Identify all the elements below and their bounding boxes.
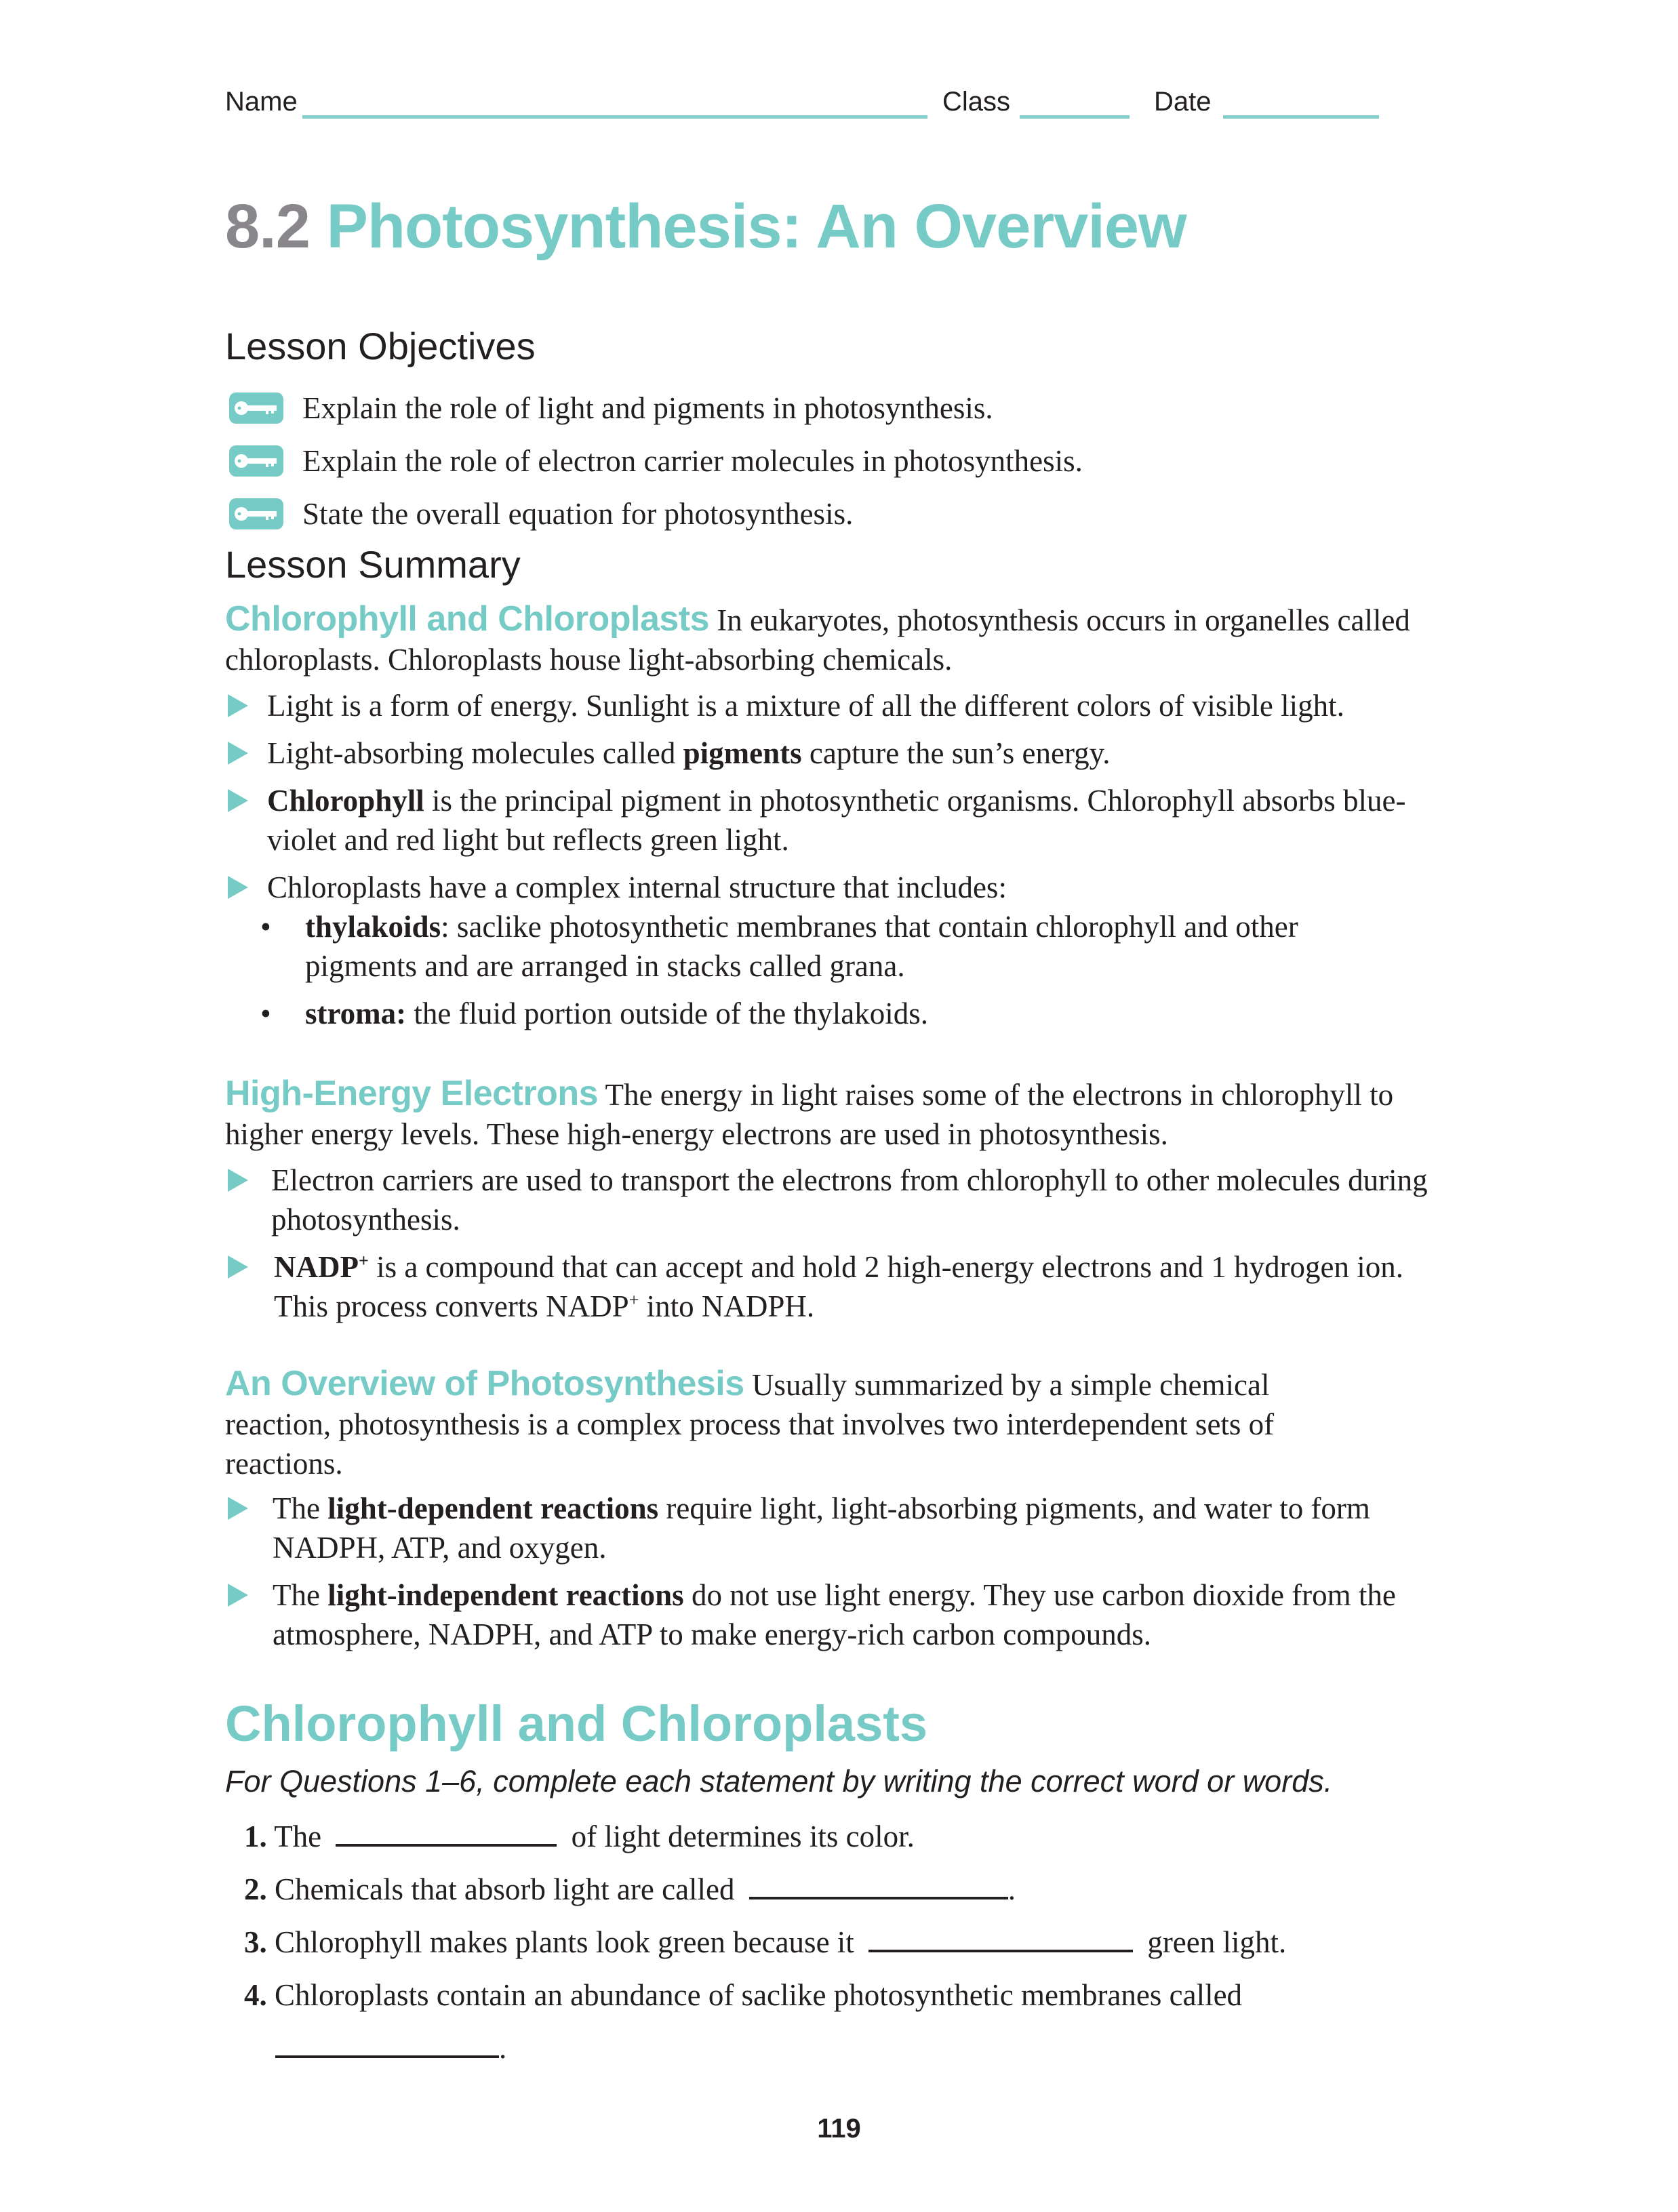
key-term: Chlorophyll xyxy=(267,784,424,818)
question-text: Chlorophyll makes plants look green because it xyxy=(275,1925,854,1959)
superscript: + xyxy=(358,1251,369,1270)
lesson-number: 8.2 xyxy=(225,192,310,261)
triangle-bullet-icon xyxy=(228,1255,248,1279)
name-label: Name xyxy=(225,87,298,117)
summary-paragraph xyxy=(225,1074,1452,1154)
question-text: . xyxy=(1007,1872,1016,1906)
bullet-text: is the principal pigment in photosynthetic organisms. Chlorophyll absorbs blue-violet and red light but reflects green light. xyxy=(267,784,1406,857)
triangle-bullet-icon xyxy=(228,694,248,717)
page-title xyxy=(225,191,1186,262)
summary-paragraph xyxy=(225,1364,1378,1483)
section-text: In eukaryotes, photosynthesis occurs in organelles called chloroplasts. Chloroplasts house light-absorbing chemicals. xyxy=(225,603,1410,677)
objective-item xyxy=(229,388,993,428)
section-lead: An Overview of Photosynthesis xyxy=(225,1364,744,1403)
summary-bullet xyxy=(225,1489,1466,1567)
key-icon xyxy=(229,393,283,424)
objective-text: Explain the role of electron carrier molecules in photosynthesis. xyxy=(302,444,1083,478)
bullet-text: Light is a form of energy. Sunlight is a mixture of all the different colors of visible light. xyxy=(267,689,1344,723)
question-number: 4. xyxy=(244,1978,267,2012)
bullet-text: into NADPH. xyxy=(639,1289,815,1323)
triangle-bullet-icon xyxy=(228,742,248,765)
summary-bullet xyxy=(225,1247,1452,1326)
question-item xyxy=(244,1923,1464,1962)
triangle-bullet-icon xyxy=(228,876,248,899)
section-text: Usually summarized by a simple chemical reaction, photosynthesis is a complex process that involves two interdependent sets of reactions. xyxy=(225,1368,1275,1481)
key-term: thylakoids xyxy=(305,910,441,944)
key-icon xyxy=(229,445,283,477)
key-term: light-dependent reactions xyxy=(327,1491,659,1525)
bullet-text: do not use light energy. They use carbon dioxide from the atmosphere, NADPH, and ATP to make energy-rich carbon compounds. xyxy=(273,1578,1396,1651)
key-term: pigments xyxy=(683,736,802,770)
key-term: NADP xyxy=(274,1250,359,1284)
triangle-bullet-icon xyxy=(228,789,248,812)
section-lead: High-Energy Electrons xyxy=(225,1074,599,1113)
question-item-continuation xyxy=(271,2028,1492,2068)
answer-blank[interactable] xyxy=(868,1923,1133,1952)
section-lead: Chlorophyll and Chloroplasts xyxy=(225,599,710,639)
key-term: stroma: xyxy=(305,997,407,1030)
bullet-text: the fluid portion outside of the thylakoids. xyxy=(406,997,929,1030)
question-text: green light. xyxy=(1147,1925,1287,1959)
summary-heading: Lesson Summary xyxy=(225,543,521,586)
key-icon xyxy=(229,498,283,529)
summary-bullet xyxy=(225,1161,1452,1239)
question-text: Chloroplasts contain an abundance of saclike photosynthetic membranes called xyxy=(275,1978,1243,2012)
bullet-text: The xyxy=(273,1578,328,1612)
key-term: light-independent reactions xyxy=(327,1578,684,1612)
superscript: + xyxy=(628,1290,639,1310)
section-text: The energy in light raises some of the electrons in chlorophyll to higher energy levels. These high-energy electrons are used in photosynthesis. xyxy=(225,1078,1394,1151)
summary-bullet xyxy=(225,686,1452,725)
name-field[interactable] xyxy=(302,115,927,119)
summary-subbullet xyxy=(260,907,1413,986)
bullet-text: The xyxy=(273,1491,328,1525)
bullet-text: capture the sun’s energy. xyxy=(801,736,1111,770)
date-field[interactable] xyxy=(1223,115,1379,119)
lesson-title: Photosynthesis: An Overview xyxy=(326,192,1186,261)
triangle-bullet-icon xyxy=(228,1497,248,1520)
bullet-text: Chloroplasts have a complex internal structure that includes: xyxy=(267,870,1007,904)
bullet-text: require light, light-absorbing pigments, and water to form NADPH, ATP, and oxygen. xyxy=(273,1491,1370,1565)
question-text: Chemicals that absorb light are called xyxy=(275,1872,735,1906)
question-number: 2. xyxy=(244,1872,267,1906)
question-text: of light determines its color. xyxy=(571,1819,915,1853)
objective-text: Explain the role of light and pigments in photosynthesis. xyxy=(302,391,993,425)
answer-blank[interactable] xyxy=(275,2028,499,2058)
practice-instructions: For Questions 1–6, complete each statement by writing the correct word or words. xyxy=(225,1764,1333,1798)
question-text: The xyxy=(274,1819,322,1853)
dot-bullet-icon: • xyxy=(260,997,271,1030)
triangle-bullet-icon xyxy=(228,1169,248,1192)
page-number: 119 xyxy=(817,2114,861,2144)
bullet-text: is a compound that can accept and hold 2 high-energy electrons and 1 hydrogen ion. This process converts NADP xyxy=(274,1250,1404,1323)
objective-item xyxy=(229,441,1083,481)
triangle-bullet-icon xyxy=(228,1584,248,1607)
objective-text: State the overall equation for photosynthesis. xyxy=(302,497,854,531)
class-label: Class xyxy=(942,87,1011,117)
question-number: 1. xyxy=(244,1819,267,1853)
objective-item xyxy=(229,494,853,534)
date-label: Date xyxy=(1154,87,1212,117)
bullet-text: : saclike photosynthetic membranes that contain chlorophyll and other pigments and are arranged in stacks called grana. xyxy=(305,910,1298,983)
bullet-text: Electron carriers are used to transport the electrons from chlorophyll to other molecules during photosynthesis. xyxy=(271,1163,1428,1236)
summary-bullet xyxy=(225,1575,1466,1654)
summary-subbullet xyxy=(260,994,1413,1033)
student-info-header xyxy=(225,87,1378,127)
question-item xyxy=(244,1817,1464,1856)
dot-bullet-icon: • xyxy=(260,910,271,944)
answer-blank[interactable] xyxy=(336,1817,557,1847)
answer-blank[interactable] xyxy=(749,1870,1008,1899)
question-item xyxy=(244,1870,1464,1909)
question-number: 3. xyxy=(244,1925,267,1959)
class-field[interactable] xyxy=(1020,115,1130,119)
question-item xyxy=(244,1975,1464,2015)
objectives-heading: Lesson Objectives xyxy=(225,325,536,367)
summary-paragraph xyxy=(225,599,1452,679)
summary-bullet xyxy=(225,781,1452,860)
bullet-text: Light-absorbing molecules called xyxy=(267,736,683,770)
summary-bullet xyxy=(225,868,1452,907)
practice-heading: Chlorophyll and Chloroplasts xyxy=(225,1695,928,1752)
question-text: . xyxy=(499,2031,507,2065)
summary-bullet xyxy=(225,733,1452,773)
